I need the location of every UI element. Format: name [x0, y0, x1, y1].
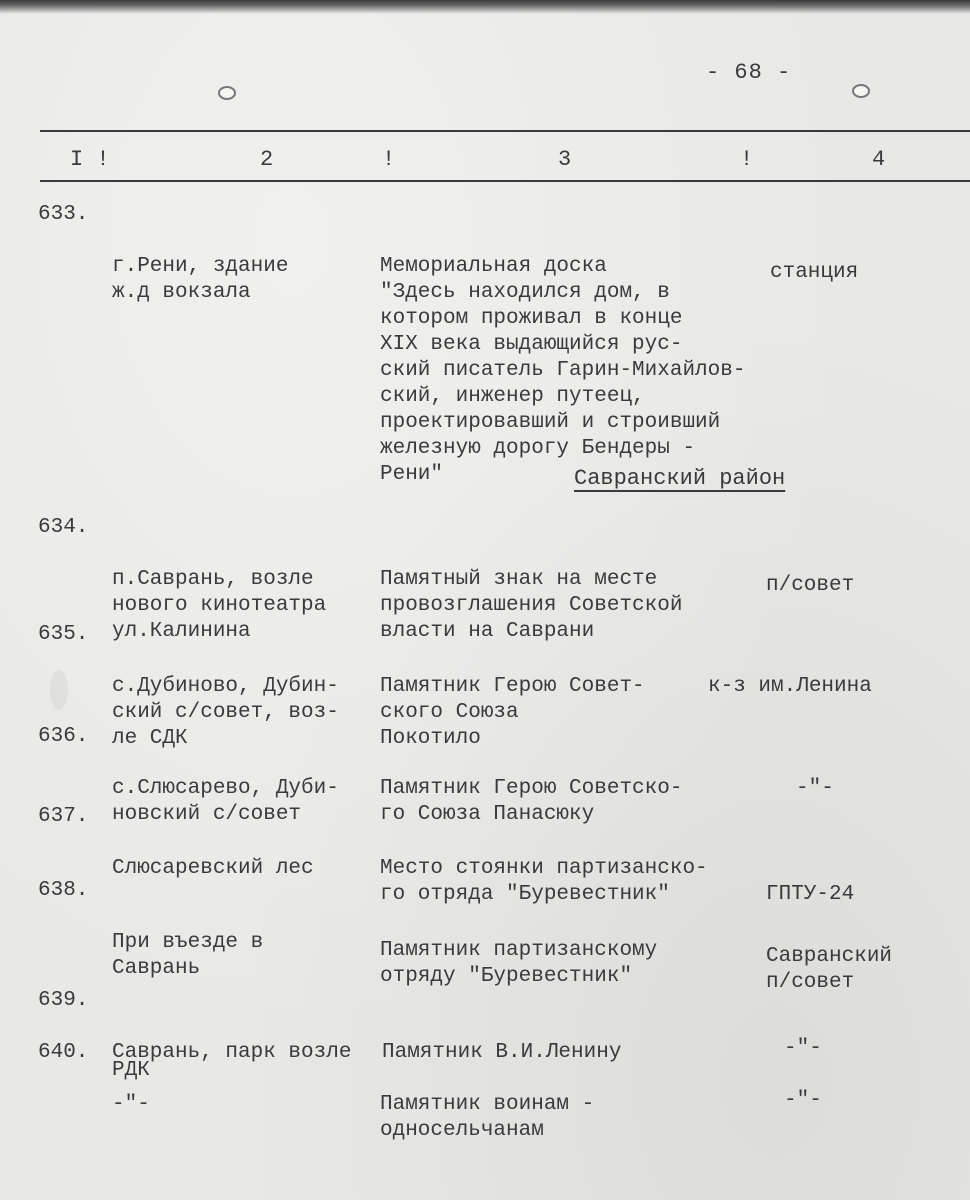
table-top-rule: [40, 130, 970, 132]
entry-location: Саврань, парк возле РДК: [112, 1041, 352, 1082]
punch-hole-right: [852, 84, 870, 98]
entry-description: Памятник партизанскому отряду "Буревестник": [380, 939, 658, 988]
entry-owner: к-з им.Ленина: [708, 675, 872, 698]
entry-location: Слюсаревский лес: [112, 857, 314, 880]
entry-number: 637.: [38, 805, 89, 828]
entry-owner: -"-: [784, 1037, 822, 1060]
entry-owner: п/совет: [766, 574, 855, 597]
region-heading: Савранский район: [574, 466, 786, 491]
column-header-2: 2: [260, 147, 274, 172]
entry-number: 633.: [38, 203, 89, 226]
entry-location: с.Дубиново, Дубин- ский с/совет, воз- ле СДК: [112, 675, 339, 750]
column-separator-2: !: [382, 147, 396, 172]
entry-owner: ГПТУ-24: [766, 883, 855, 906]
entry-description: Памятник В.И.Ленину: [382, 1041, 622, 1064]
entry-description: Памятный знак на месте провозглашения Советской власти на Саврани: [380, 568, 683, 643]
page-number: - 68 -: [706, 60, 792, 85]
entry-owner: станция: [770, 261, 859, 284]
entry-number: 634.: [38, 516, 89, 539]
entry-location: г.Рени, здание ж.д вокзала: [112, 255, 289, 304]
entry-location: п.Саврань, возле нового кинотеатра ул.Калинина: [112, 568, 327, 643]
entry-description: Памятник Герою Совет- ского Союза Покотило: [380, 675, 645, 750]
entry-description: Мемориальная доска "Здесь находился дом, в котором проживал в конце XIX века выдающийся рус- ский писатель Гарин-Михайлов- ский, инженер путеец, проектировавший и строивший железную дорогу Бендеры - Рени": [380, 255, 746, 486]
entry-location: с.Слюсарево, Дуби- новский с/совет: [112, 777, 339, 826]
entry-location: При въезде в Саврань: [112, 931, 264, 980]
entry-description: Место стоянки партизанско- го отряда "Буревестник": [380, 857, 708, 906]
entry-description: Памятник воинам - односельчанам: [380, 1093, 595, 1142]
paper-stain: [50, 670, 68, 710]
entry-number: 638.: [38, 879, 89, 902]
column-header-3: 3: [558, 147, 572, 172]
entry-owner: Савранский п/совет: [766, 945, 893, 994]
entry-number: 639.: [38, 989, 89, 1012]
entry-number: 636.: [38, 725, 89, 748]
column-header-1: I !: [70, 147, 110, 172]
column-separator-3: !: [740, 147, 754, 172]
entry-number: 635.: [38, 623, 89, 646]
column-header-4: 4: [872, 147, 886, 172]
page-top-edge: [0, 0, 970, 14]
entry-owner: -"-: [784, 1089, 822, 1112]
entry-number: 640.: [38, 1041, 89, 1064]
entry-owner: -"-: [796, 777, 834, 800]
entry-description: Памятник Герою Советско- го Союза Панасюку: [380, 777, 683, 826]
table-header-rule: [40, 180, 970, 182]
entry-location: -"-: [112, 1093, 150, 1116]
punch-hole-left: [218, 86, 236, 100]
